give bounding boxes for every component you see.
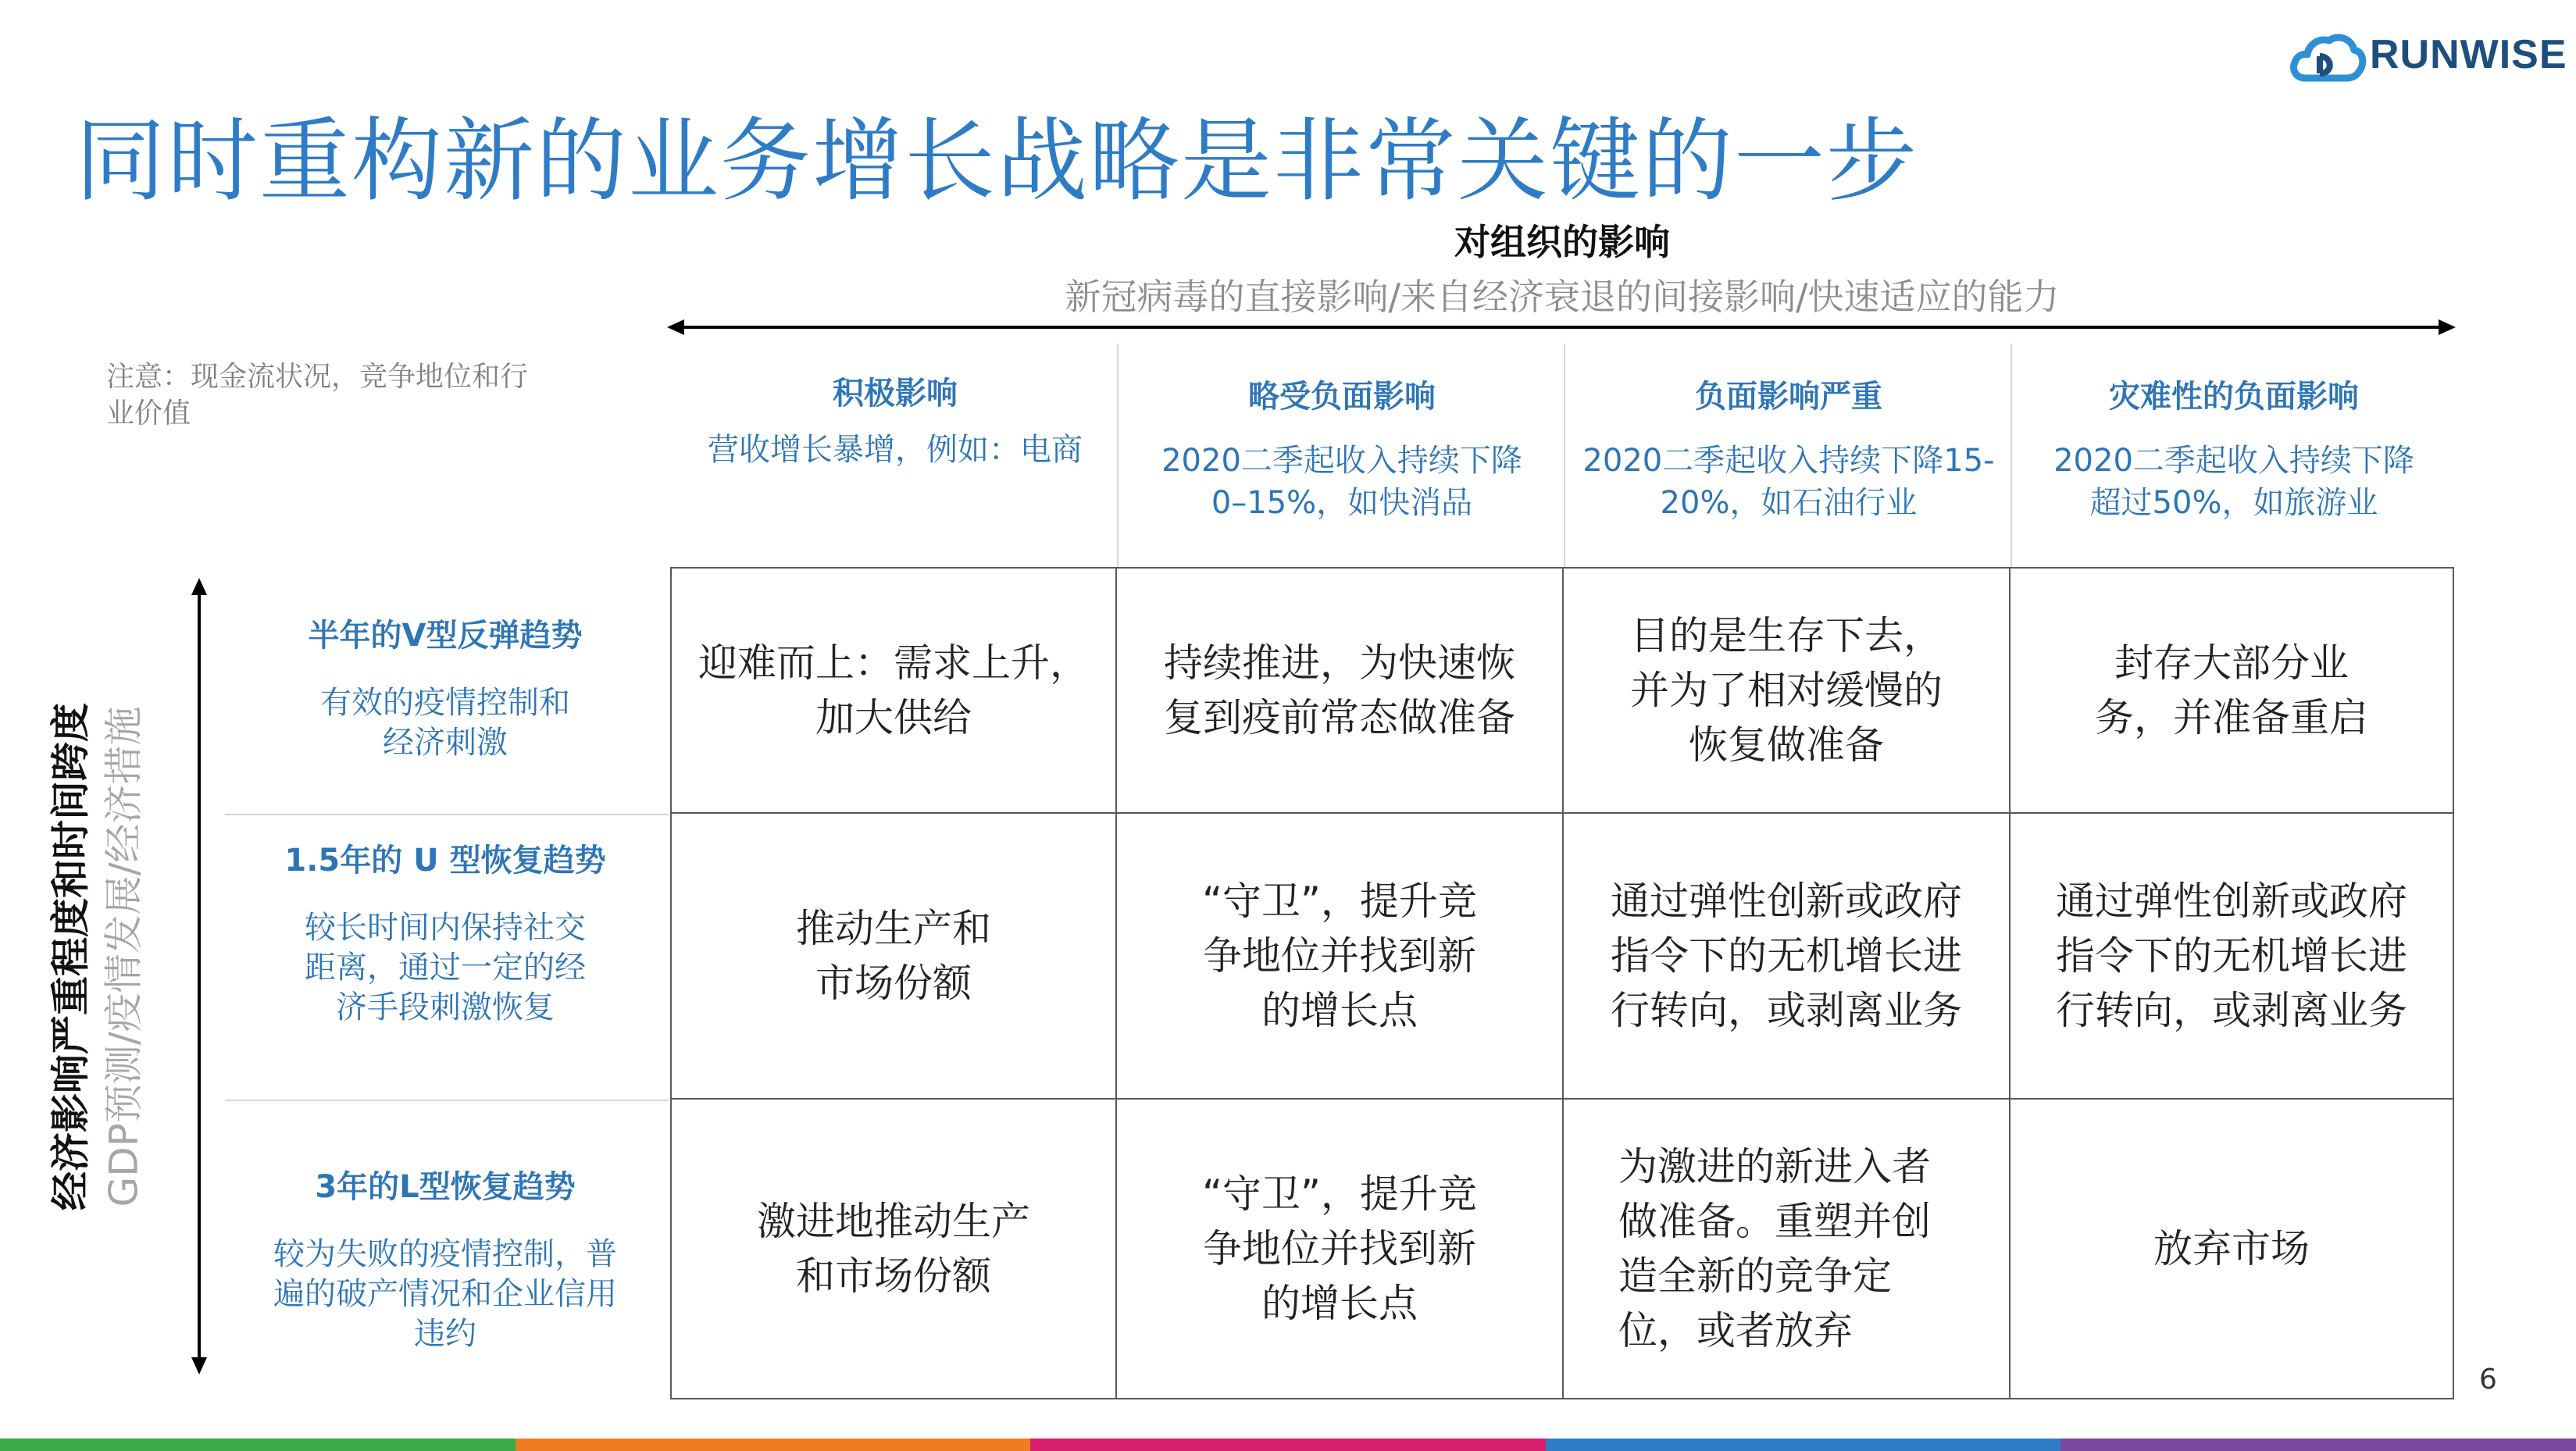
matrix-cell: 封存大部分业务，并准备重启 <box>2010 567 2454 814</box>
y-axis-label <box>45 703 151 1210</box>
row-desc: 较为失败的疫情控制，普遍的破产情况和企业信用违约 <box>273 1236 617 1353</box>
page-number: 6 <box>2479 1364 2497 1396</box>
row-desc: 有效的疫情控制和经济刺激 <box>320 685 570 761</box>
row-header-u-shape <box>227 836 664 1029</box>
matrix-cell: 推动生产和市场份额 <box>670 814 1117 1100</box>
column-header-slight-negative <box>1119 372 1565 524</box>
footer-color-bar <box>0 1439 2576 1451</box>
vertical-double-arrow-icon <box>187 578 211 1374</box>
matrix-cell: 为激进的新进入者做准备。重塑并创造全新的竞争定位，或者放弃 <box>1564 1100 2010 1399</box>
row-divider <box>225 814 669 815</box>
footer-segment <box>516 1439 1031 1451</box>
note-text: 注意：现金流状况，竞争地位和行业价值 <box>106 361 529 430</box>
column-desc: 2020二季起收入持续下降超过50%，如旅游业 <box>2053 443 2414 521</box>
runwise-logo <box>2289 27 2567 89</box>
row-header-l-shape <box>227 1162 664 1355</box>
column-title: 积极影响 <box>833 376 958 412</box>
column-header-positive <box>672 369 1119 471</box>
matrix-cell: “守卫”，提升竞争地位并找到新的增长点 <box>1117 814 1564 1100</box>
matrix-cell: “守卫”，提升竞争地位并找到新的增长点 <box>1117 1100 1564 1399</box>
column-divider <box>1117 344 1119 567</box>
horizontal-double-arrow-icon <box>667 316 2456 339</box>
column-title: 灾难性的负面影响 <box>2109 379 2359 415</box>
logo-text: RUNWISE <box>2370 32 2567 77</box>
matrix-cell: 放弃市场 <box>2010 1100 2454 1399</box>
column-title: 略受负面影响 <box>1248 379 1436 415</box>
row-title: 3年的L型恢复趋势 <box>315 1169 576 1205</box>
footer-segment <box>1546 1439 2061 1451</box>
footer-segment <box>0 1439 516 1451</box>
footer-segment <box>1030 1439 1546 1451</box>
column-header-catastrophic <box>2012 372 2456 524</box>
matrix-cell: 通过弹性创新或政府指令下的无机增长进行转向，或剥离业务 <box>2010 814 2454 1100</box>
y-axis-sub-label: GDP预测/疫情发展/经济措施 <box>101 706 146 1207</box>
matrix-cell: 通过弹性创新或政府指令下的无机增长进行转向，或剥离业务 <box>1564 814 2010 1100</box>
row-header-v-shape <box>227 611 664 763</box>
matrix-cell: 目的是生存下去，并为了相对缓慢的恢复做准备 <box>1564 567 2010 814</box>
matrix-cell: 持续推进，为快速恢复到疫前常态做准备 <box>1117 567 1564 814</box>
row-title: 半年的V型反弹趋势 <box>308 618 583 654</box>
row-desc: 较长时间内保持社交距离，通过一定的经济手段刺激恢复 <box>305 910 586 1026</box>
column-title: 负面影响严重 <box>1695 379 1882 415</box>
impact-matrix <box>670 567 2454 1399</box>
y-axis-main-label: 经济影响严重程度和时间跨度 <box>48 703 94 1210</box>
cloud-logo-icon <box>2289 30 2367 86</box>
x-axis-heading: 对组织的影响 <box>1454 221 1670 263</box>
column-header-severe-negative <box>1565 372 2012 524</box>
row-divider <box>225 1100 669 1101</box>
column-desc: 营收增长暴增，例如：电商 <box>708 432 1083 468</box>
footer-segment <box>2060 1439 2576 1451</box>
matrix-cell: 激进地推动生产和市场份额 <box>670 1100 1117 1399</box>
x-axis-subheading: 新冠病毒的直接影响/来自经济衰退的间接影响/快速适应的能力 <box>1065 276 2060 318</box>
column-divider <box>2010 344 2012 567</box>
column-desc: 2020二季起收入持续下降0–15%，如快消品 <box>1161 443 1522 521</box>
row-title: 1.5年的 U 型恢复趋势 <box>284 843 606 879</box>
column-divider <box>1564 344 1565 567</box>
page-title: 同时重构新的业务增长战略是非常关键的一步 <box>75 109 1918 214</box>
matrix-cell: 迎难而上：需求上升，加大供给 <box>670 567 1117 814</box>
column-desc: 2020二季起收入持续下降15-20%，如石油行业 <box>1582 443 1995 521</box>
